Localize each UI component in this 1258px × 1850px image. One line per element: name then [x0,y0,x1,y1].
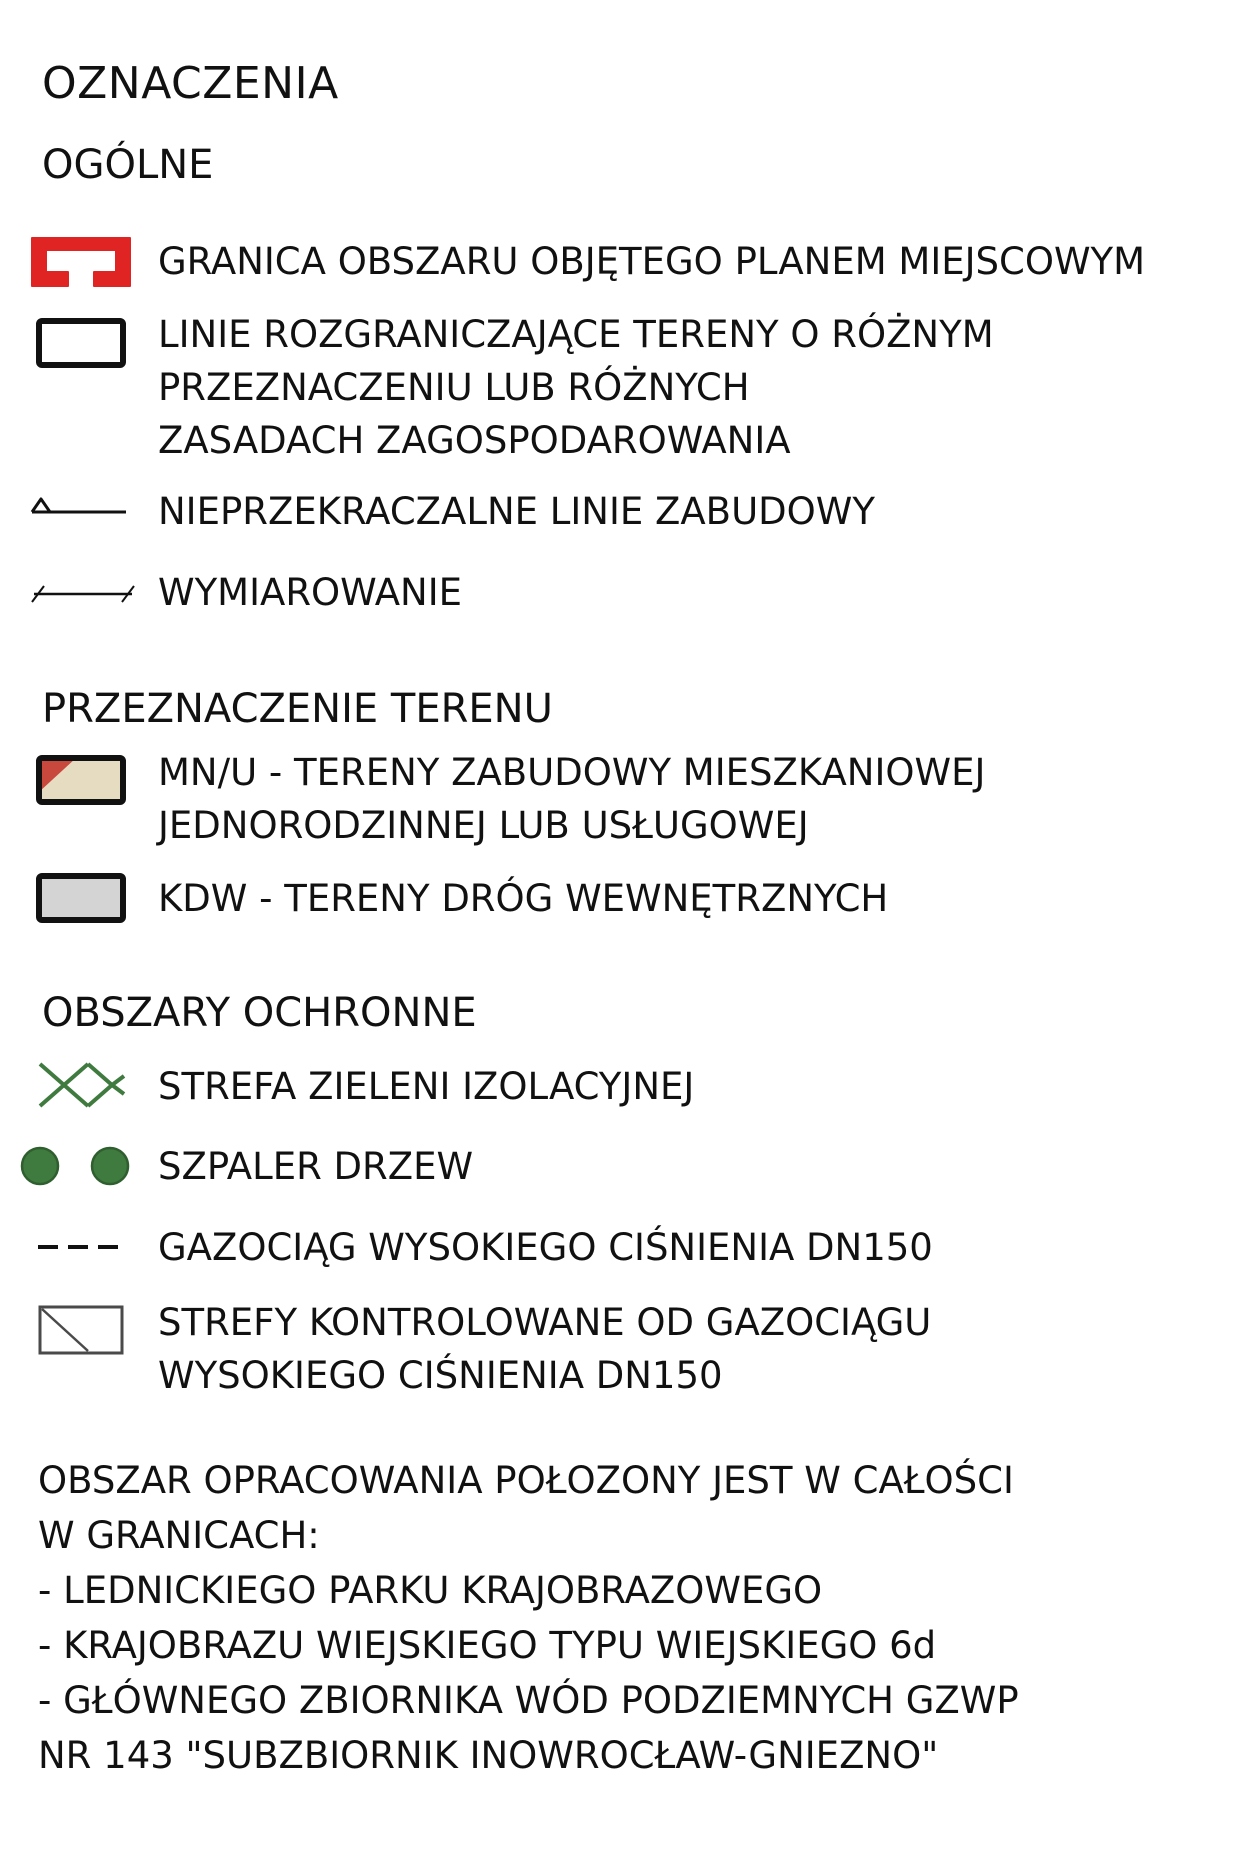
legend-label-gas-pipeline: GAZOCIĄG WYSOKIEGO CIŚNIENIA DN150 [158,1226,933,1269]
mnu-area-symbol [20,742,140,812]
plan-boundary-symbol [20,228,140,298]
note-line: - KRAJOBRAZU WIEJSKIEGO TYPU WIEJSKIEGO 6d [38,1624,937,1667]
legend-label-mnu: MN/U - TERENY ZABUDOWY MIESZKANIOWEJ JEDNORODZINNEJ LUB USŁUGOWEJ [158,751,986,847]
note-line: - LEDNICKIEGO PARKU KRAJOBRAZOWEGO [38,1569,823,1612]
section-heading-general: OGÓLNE [42,142,214,188]
legend-label-demarcation-lines: LINIE ROZGRANICZAJĄCE TERENY O RÓŻNYM PRZEZNACZENIU LUB RÓŻNYCH ZASADACH ZAGOSPODAROWANIA [158,313,994,462]
legend-label-plan-boundary: GRANICA OBSZARU OBJĘTEGO PLANEM MIEJSCOWYM [158,240,1146,283]
dimension-line-symbol [20,560,140,630]
section-heading-protection: OBSZARY OCHRONNE [42,990,477,1036]
legend-label-gas-control-zones: STREFY KONTROLOWANE OD GAZOCIĄGU WYSOKIEGO CIŚNIENIA DN150 [158,1301,932,1397]
legend-label-tree-row: SZPALER DRZEW [158,1145,474,1188]
demarcation-line-symbol [20,305,140,375]
note-line: W GRANICACH: [38,1514,320,1557]
legend-label-kdw: KDW - TERENY DRÓG WEWNĘTRZNYCH [158,877,889,920]
legend-label-building-lines: NIEPRZEKRACZALNE LINIE ZABUDOWY [158,490,875,533]
note-line: NR 143 "SUBZBIORNIK INOWROCŁAW-GNIEZNO" [38,1734,939,1777]
area-note [38,1453,1019,1783]
gas-control-zone-symbol [20,1295,140,1365]
note-line: - GŁÓWNEGO ZBIORNIKA WÓD PODZIEMNYCH GZWP [38,1679,1019,1722]
kdw-area-symbol [20,860,140,930]
section-heading-land-use: PRZEZNACZENIE TERENU [42,686,553,732]
green-buffer-symbol [20,1050,140,1120]
legend-title: OZNACZENIA [42,58,339,109]
legend-label-dimensioning: WYMIAROWANIE [158,571,463,614]
note-line: OBSZAR OPRACOWANIA POŁOZONY JEST W CAŁOŚCI [38,1459,1014,1502]
legend-label-green-buffer: STREFA ZIELENI IZOLACYJNEJ [158,1065,695,1108]
tree-row-symbol [20,1132,140,1202]
gas-pipeline-symbol [20,1213,140,1283]
building-line-symbol [20,478,140,548]
